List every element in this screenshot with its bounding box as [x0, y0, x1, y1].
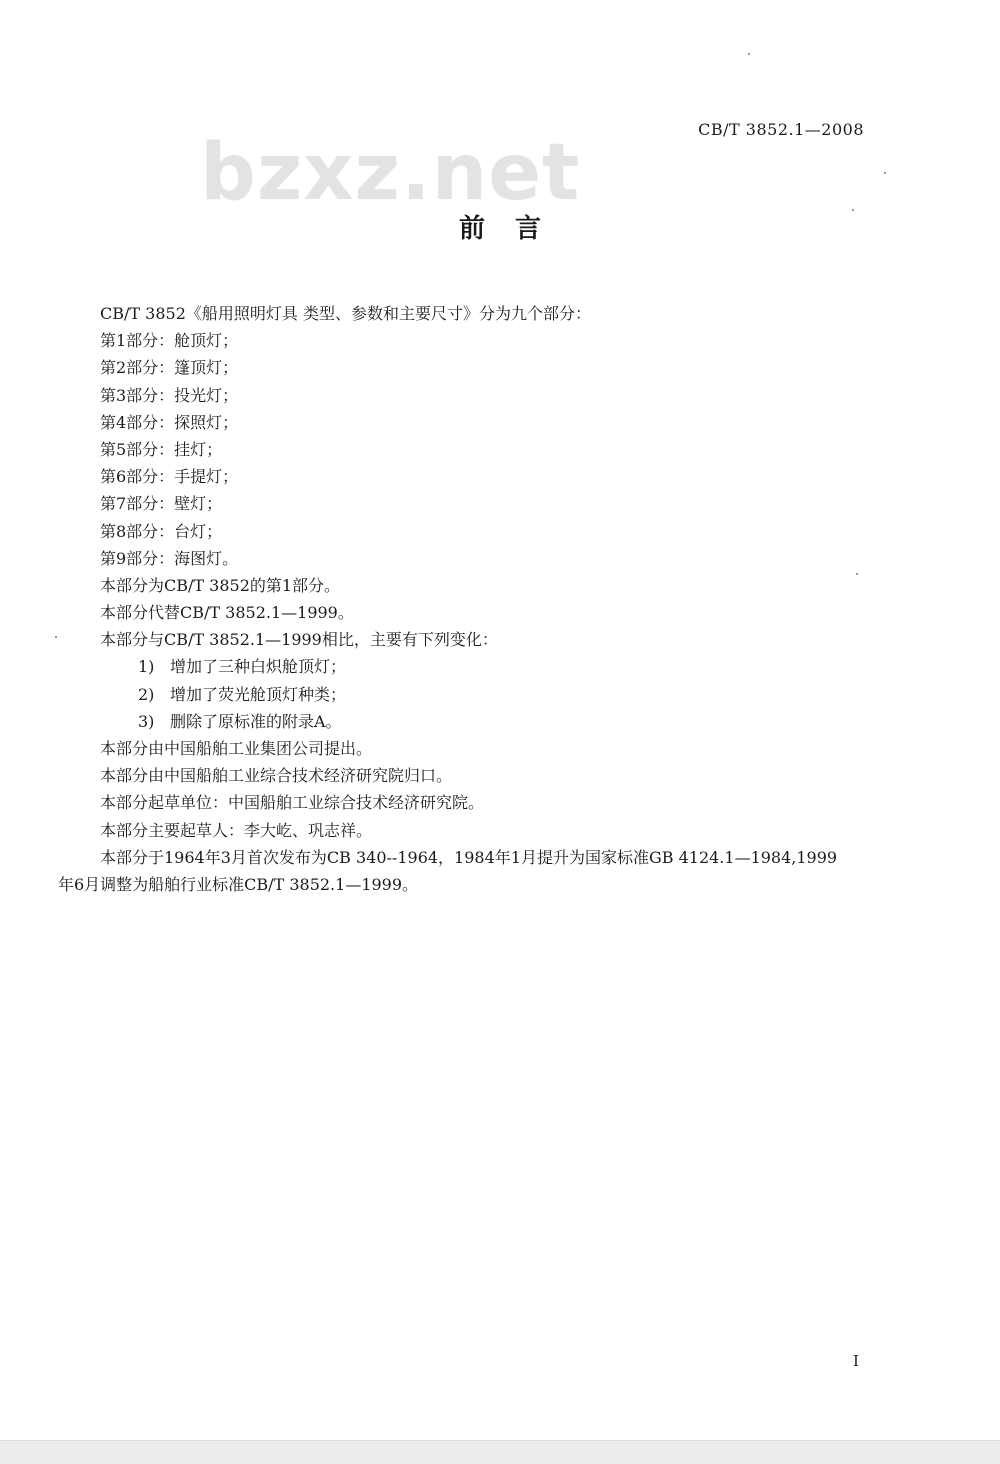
watermark: bzxz.net	[200, 128, 581, 218]
change-text: 增加了三种白炽舱顶灯；	[170, 657, 347, 677]
is-part-paragraph: 本部分为CB/T 3852的第1部分。	[100, 575, 341, 595]
proposed-by-paragraph: 本部分由中国船舶工业集团公司提出。	[100, 739, 373, 758]
change-text: 删除了原标准的附录A。	[170, 711, 342, 731]
part-item: 第6部分：手提灯；	[100, 467, 239, 487]
change-text: 增加了荧光舱顶灯种类；	[170, 684, 347, 704]
page-title: 前言	[458, 214, 571, 244]
viewer-bottom-bar	[0, 1440, 1000, 1464]
document-body	[58, 300, 888, 898]
scan-speck	[884, 172, 886, 174]
scan-speck	[748, 53, 750, 55]
change-number: 1)	[138, 657, 155, 677]
centralized-by-paragraph: 本部分由中国船舶工业综合技术经济研究院归口。	[100, 766, 453, 786]
part-item: 第8部分：台灯；	[100, 521, 223, 541]
scan-speck	[852, 209, 854, 211]
change-item	[58, 708, 888, 735]
change-number: 2)	[138, 684, 155, 704]
history-line-2: 年6月调整为船舶行业标准CB/T 3852.1—1999。	[58, 874, 419, 894]
replaces-paragraph: 本部分代替CB/T 3852.1—1999。	[100, 603, 354, 623]
part-item: 第5部分：挂灯；	[100, 439, 223, 459]
changes-intro: 本部分与CB/T 3852.1—1999相比，主要有下列变化：	[100, 630, 498, 650]
drafters-paragraph: 本部分主要起草人：李大屹、巩志祥。	[100, 820, 373, 840]
history-line-1: 本部分于1964年3月首次发布为CB 340--1964，1984年1月提升为国家标准GB 4124.1—1984,1999	[100, 847, 838, 867]
part-item: 第9部分：海图灯。	[100, 548, 239, 568]
drafting-unit-paragraph: 本部分起草单位：中国船舶工业综合技术经济研究院。	[100, 793, 485, 813]
part-item: 第2部分：篷顶灯；	[100, 358, 239, 378]
change-item	[58, 681, 888, 708]
scan-speck	[856, 573, 858, 575]
part-item: 第4部分：探照灯；	[100, 412, 239, 432]
page-number: I	[853, 1352, 859, 1370]
scan-speck	[55, 636, 57, 638]
intro-paragraph: CB/T 3852《船用照明灯具 类型、参数和主要尺寸》分为九个部分：	[100, 304, 591, 323]
part-item: 第3部分：投光灯；	[100, 385, 239, 405]
part-item: 第1部分：舱顶灯；	[100, 331, 239, 351]
change-number: 3)	[138, 711, 155, 731]
change-item	[58, 653, 888, 680]
part-item: 第7部分：壁灯；	[100, 494, 223, 514]
standard-code: CB/T 3852.1—2008	[698, 120, 864, 139]
